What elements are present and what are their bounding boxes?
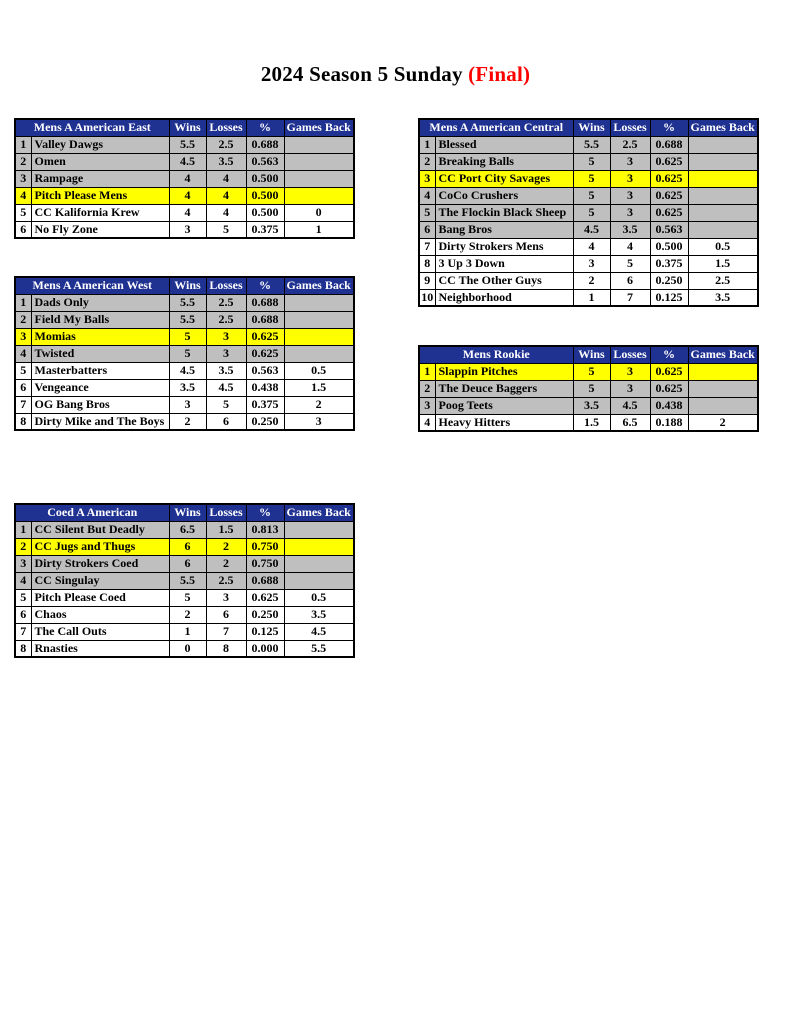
wins-cell: 5 bbox=[573, 363, 610, 380]
wins-cell: 3 bbox=[573, 255, 610, 272]
games-back-cell bbox=[284, 572, 354, 589]
team-row bbox=[419, 187, 758, 204]
team-name-cell: Poog Teets bbox=[435, 397, 573, 414]
losses-cell: 2.5 bbox=[206, 311, 246, 328]
games-back-cell: 3.5 bbox=[284, 606, 354, 623]
pct-cell: 0.438 bbox=[650, 397, 688, 414]
games-back-cell bbox=[688, 221, 758, 238]
col-header-losses: Losses bbox=[610, 119, 650, 136]
col-header-games-back: Games Back bbox=[284, 277, 354, 294]
pct-cell: 0.625 bbox=[650, 187, 688, 204]
team-row bbox=[15, 153, 354, 170]
team-name-cell: Vengeance bbox=[31, 379, 169, 396]
losses-cell: 2 bbox=[206, 555, 246, 572]
division-title: Mens A American East bbox=[15, 119, 169, 136]
wins-cell: 2 bbox=[169, 413, 206, 430]
team-row bbox=[15, 204, 354, 221]
losses-cell: 4 bbox=[206, 187, 246, 204]
games-back-cell bbox=[688, 136, 758, 153]
losses-cell: 3 bbox=[610, 204, 650, 221]
wins-cell: 4 bbox=[169, 187, 206, 204]
team-name-cell: Dirty Mike and The Boys bbox=[31, 413, 169, 430]
team-name-cell: Chaos bbox=[31, 606, 169, 623]
wins-cell: 6 bbox=[169, 538, 206, 555]
team-row bbox=[419, 136, 758, 153]
rank-cell: 9 bbox=[419, 272, 435, 289]
games-back-cell: 0.5 bbox=[688, 238, 758, 255]
team-name-cell: Neighborhood bbox=[435, 289, 573, 306]
standings-table-1 bbox=[14, 118, 355, 239]
team-row bbox=[419, 380, 758, 397]
games-back-cell: 3 bbox=[284, 413, 354, 430]
rank-cell: 8 bbox=[15, 640, 31, 657]
losses-cell: 3 bbox=[610, 363, 650, 380]
team-row bbox=[419, 363, 758, 380]
wins-cell: 5 bbox=[573, 153, 610, 170]
pct-cell: 0.688 bbox=[650, 136, 688, 153]
games-back-cell: 1.5 bbox=[688, 255, 758, 272]
division-title: Coed A American bbox=[15, 504, 169, 521]
games-back-cell bbox=[284, 328, 354, 345]
rank-cell: 5 bbox=[419, 204, 435, 221]
team-row bbox=[15, 606, 354, 623]
losses-cell: 3 bbox=[206, 589, 246, 606]
col-header-losses: Losses bbox=[206, 277, 246, 294]
losses-cell: 1.5 bbox=[206, 521, 246, 538]
team-row bbox=[419, 272, 758, 289]
team-name-cell: Dirty Strokers Mens bbox=[435, 238, 573, 255]
losses-cell: 6 bbox=[206, 413, 246, 430]
pct-cell: 0.375 bbox=[246, 221, 284, 238]
pct-cell: 0.625 bbox=[246, 328, 284, 345]
losses-cell: 5 bbox=[206, 396, 246, 413]
rank-cell: 1 bbox=[15, 521, 31, 538]
pct-cell: 0.625 bbox=[650, 363, 688, 380]
games-back-cell bbox=[284, 538, 354, 555]
team-name-cell: The Call Outs bbox=[31, 623, 169, 640]
losses-cell: 3 bbox=[206, 328, 246, 345]
pct-cell: 0.188 bbox=[650, 414, 688, 431]
games-back-cell bbox=[688, 204, 758, 221]
team-name-cell: Slappin Pitches bbox=[435, 363, 573, 380]
pct-cell: 0.625 bbox=[246, 589, 284, 606]
col-header-pct: % bbox=[246, 277, 284, 294]
wins-cell: 5 bbox=[169, 345, 206, 362]
rank-cell: 1 bbox=[419, 363, 435, 380]
team-row bbox=[419, 414, 758, 431]
wins-cell: 1.5 bbox=[573, 414, 610, 431]
wins-cell: 6.5 bbox=[169, 521, 206, 538]
pct-cell: 0.500 bbox=[246, 204, 284, 221]
losses-cell: 2 bbox=[206, 538, 246, 555]
games-back-cell bbox=[688, 170, 758, 187]
wins-cell: 5 bbox=[573, 170, 610, 187]
team-name-cell: 3 Up 3 Down bbox=[435, 255, 573, 272]
losses-cell: 6.5 bbox=[610, 414, 650, 431]
header-row bbox=[15, 119, 354, 136]
team-name-cell: Masterbatters bbox=[31, 362, 169, 379]
title-final-label: (Final) bbox=[468, 62, 531, 86]
col-header-games-back: Games Back bbox=[688, 119, 758, 136]
losses-cell: 4 bbox=[610, 238, 650, 255]
losses-cell: 3.5 bbox=[206, 362, 246, 379]
games-back-cell bbox=[688, 380, 758, 397]
pct-cell: 0.250 bbox=[246, 413, 284, 430]
pct-cell: 0.563 bbox=[650, 221, 688, 238]
standings-grid bbox=[418, 118, 759, 307]
team-row bbox=[419, 170, 758, 187]
wins-cell: 4 bbox=[169, 170, 206, 187]
losses-cell: 6 bbox=[206, 606, 246, 623]
rank-cell: 2 bbox=[15, 153, 31, 170]
wins-cell: 5 bbox=[169, 328, 206, 345]
team-name-cell: No Fly Zone bbox=[31, 221, 169, 238]
team-row bbox=[419, 255, 758, 272]
team-row bbox=[15, 136, 354, 153]
col-header-wins: Wins bbox=[169, 504, 206, 521]
col-header-wins: Wins bbox=[169, 277, 206, 294]
pct-cell: 0.563 bbox=[246, 362, 284, 379]
games-back-cell: 2 bbox=[284, 396, 354, 413]
wins-cell: 5.5 bbox=[169, 311, 206, 328]
pct-cell: 0.438 bbox=[246, 379, 284, 396]
rank-cell: 7 bbox=[419, 238, 435, 255]
wins-cell: 3.5 bbox=[573, 397, 610, 414]
rank-cell: 5 bbox=[15, 589, 31, 606]
team-name-cell: CC Singulay bbox=[31, 572, 169, 589]
rank-cell: 4 bbox=[15, 345, 31, 362]
team-row bbox=[15, 345, 354, 362]
games-back-cell: 5.5 bbox=[284, 640, 354, 657]
team-name-cell: Dads Only bbox=[31, 294, 169, 311]
team-row bbox=[15, 413, 354, 430]
games-back-cell bbox=[688, 187, 758, 204]
wins-cell: 5 bbox=[573, 187, 610, 204]
header-row bbox=[419, 119, 758, 136]
team-row bbox=[15, 572, 354, 589]
wins-cell: 5.5 bbox=[573, 136, 610, 153]
pct-cell: 0.563 bbox=[246, 153, 284, 170]
pct-cell: 0.125 bbox=[650, 289, 688, 306]
team-row bbox=[15, 170, 354, 187]
team-name-cell: Momias bbox=[31, 328, 169, 345]
team-name-cell: CC Silent But Deadly bbox=[31, 521, 169, 538]
rank-cell: 5 bbox=[15, 204, 31, 221]
pct-cell: 0.500 bbox=[246, 170, 284, 187]
rank-cell: 6 bbox=[15, 221, 31, 238]
pct-cell: 0.375 bbox=[246, 396, 284, 413]
team-name-cell: CC Jugs and Thugs bbox=[31, 538, 169, 555]
team-row bbox=[419, 289, 758, 306]
losses-cell: 3 bbox=[610, 187, 650, 204]
rank-cell: 6 bbox=[419, 221, 435, 238]
header-row bbox=[419, 346, 758, 363]
games-back-cell: 3.5 bbox=[688, 289, 758, 306]
losses-cell: 3 bbox=[610, 170, 650, 187]
col-header-pct: % bbox=[650, 346, 688, 363]
pct-cell: 0.750 bbox=[246, 555, 284, 572]
team-name-cell: Heavy Hitters bbox=[435, 414, 573, 431]
team-row bbox=[15, 221, 354, 238]
rank-cell: 1 bbox=[15, 136, 31, 153]
wins-cell: 5 bbox=[573, 380, 610, 397]
games-back-cell: 0 bbox=[284, 204, 354, 221]
games-back-cell bbox=[284, 345, 354, 362]
col-header-games-back: Games Back bbox=[284, 119, 354, 136]
col-header-losses: Losses bbox=[610, 346, 650, 363]
games-back-cell bbox=[688, 153, 758, 170]
col-header-wins: Wins bbox=[573, 119, 610, 136]
games-back-cell bbox=[284, 521, 354, 538]
page-title bbox=[0, 62, 791, 87]
losses-cell: 7 bbox=[610, 289, 650, 306]
pct-cell: 0.500 bbox=[246, 187, 284, 204]
rank-cell: 2 bbox=[15, 538, 31, 555]
games-back-cell bbox=[284, 187, 354, 204]
games-back-cell: 4.5 bbox=[284, 623, 354, 640]
team-name-cell: OG Bang Bros bbox=[31, 396, 169, 413]
header-row bbox=[15, 504, 354, 521]
wins-cell: 5.5 bbox=[169, 136, 206, 153]
col-header-games-back: Games Back bbox=[284, 504, 354, 521]
losses-cell: 4 bbox=[206, 170, 246, 187]
rank-cell: 3 bbox=[15, 555, 31, 572]
rank-cell: 8 bbox=[419, 255, 435, 272]
team-row bbox=[15, 640, 354, 657]
losses-cell: 3 bbox=[610, 380, 650, 397]
wins-cell: 4 bbox=[169, 204, 206, 221]
rank-cell: 4 bbox=[15, 572, 31, 589]
wins-cell: 4 bbox=[573, 238, 610, 255]
team-name-cell: CC Port City Savages bbox=[435, 170, 573, 187]
rank-cell: 4 bbox=[419, 414, 435, 431]
col-header-losses: Losses bbox=[206, 504, 246, 521]
wins-cell: 6 bbox=[169, 555, 206, 572]
pct-cell: 0.625 bbox=[650, 204, 688, 221]
col-header-pct: % bbox=[650, 119, 688, 136]
team-name-cell: Valley Dawgs bbox=[31, 136, 169, 153]
team-row bbox=[15, 187, 354, 204]
games-back-cell bbox=[284, 294, 354, 311]
team-row bbox=[15, 311, 354, 328]
team-name-cell: Bang Bros bbox=[435, 221, 573, 238]
rank-cell: 3 bbox=[15, 170, 31, 187]
rank-cell: 4 bbox=[419, 187, 435, 204]
rank-cell: 6 bbox=[15, 606, 31, 623]
col-header-games-back: Games Back bbox=[688, 346, 758, 363]
wins-cell: 4.5 bbox=[573, 221, 610, 238]
header-row bbox=[15, 277, 354, 294]
wins-cell: 3.5 bbox=[169, 379, 206, 396]
team-row bbox=[15, 555, 354, 572]
losses-cell: 7 bbox=[206, 623, 246, 640]
division-title: Mens Rookie bbox=[419, 346, 573, 363]
wins-cell: 5 bbox=[169, 589, 206, 606]
losses-cell: 3 bbox=[610, 153, 650, 170]
wins-cell: 5.5 bbox=[169, 572, 206, 589]
games-back-cell bbox=[284, 311, 354, 328]
games-back-cell: 0.5 bbox=[284, 362, 354, 379]
rank-cell: 3 bbox=[419, 170, 435, 187]
team-row bbox=[15, 379, 354, 396]
losses-cell: 3 bbox=[206, 345, 246, 362]
wins-cell: 2 bbox=[573, 272, 610, 289]
losses-cell: 4 bbox=[206, 204, 246, 221]
rank-cell: 2 bbox=[419, 153, 435, 170]
pct-cell: 0.625 bbox=[650, 170, 688, 187]
team-row bbox=[15, 623, 354, 640]
pct-cell: 0.375 bbox=[650, 255, 688, 272]
losses-cell: 2.5 bbox=[206, 572, 246, 589]
losses-cell: 3.5 bbox=[610, 221, 650, 238]
pct-cell: 0.625 bbox=[650, 153, 688, 170]
title-text: 2024 Season 5 Sunday bbox=[260, 62, 469, 86]
standings-table-3 bbox=[14, 276, 355, 431]
pct-cell: 0.813 bbox=[246, 521, 284, 538]
wins-cell: 2 bbox=[169, 606, 206, 623]
col-header-losses: Losses bbox=[206, 119, 246, 136]
pct-cell: 0.688 bbox=[246, 572, 284, 589]
games-back-cell: 1 bbox=[284, 221, 354, 238]
games-back-cell: 2 bbox=[688, 414, 758, 431]
standings-table-4 bbox=[418, 345, 759, 432]
wins-cell: 5.5 bbox=[169, 294, 206, 311]
standings-grid bbox=[14, 503, 355, 658]
wins-cell: 0 bbox=[169, 640, 206, 657]
games-back-cell: 1.5 bbox=[284, 379, 354, 396]
games-back-cell bbox=[688, 363, 758, 380]
col-header-pct: % bbox=[246, 504, 284, 521]
standings-table-2 bbox=[418, 118, 759, 307]
wins-cell: 4.5 bbox=[169, 362, 206, 379]
losses-cell: 4.5 bbox=[206, 379, 246, 396]
team-name-cell: Blessed bbox=[435, 136, 573, 153]
team-name-cell: Rnasties bbox=[31, 640, 169, 657]
wins-cell: 4.5 bbox=[169, 153, 206, 170]
team-row bbox=[419, 153, 758, 170]
team-name-cell: Pitch Please Mens bbox=[31, 187, 169, 204]
pct-cell: 0.125 bbox=[246, 623, 284, 640]
rank-cell: 2 bbox=[15, 311, 31, 328]
pct-cell: 0.750 bbox=[246, 538, 284, 555]
team-name-cell: Twisted bbox=[31, 345, 169, 362]
losses-cell: 5 bbox=[206, 221, 246, 238]
games-back-cell bbox=[284, 555, 354, 572]
losses-cell: 2.5 bbox=[206, 136, 246, 153]
team-name-cell: CC Kalifornia Krew bbox=[31, 204, 169, 221]
rank-cell: 4 bbox=[15, 187, 31, 204]
losses-cell: 2.5 bbox=[206, 294, 246, 311]
wins-cell: 1 bbox=[573, 289, 610, 306]
games-back-cell: 2.5 bbox=[688, 272, 758, 289]
team-row bbox=[419, 238, 758, 255]
team-row bbox=[15, 538, 354, 555]
rank-cell: 7 bbox=[15, 623, 31, 640]
pct-cell: 0.000 bbox=[246, 640, 284, 657]
team-row bbox=[15, 294, 354, 311]
pct-cell: 0.688 bbox=[246, 294, 284, 311]
standings-grid bbox=[418, 345, 759, 432]
losses-cell: 5 bbox=[610, 255, 650, 272]
team-row bbox=[419, 221, 758, 238]
rank-cell: 10 bbox=[419, 289, 435, 306]
rank-cell: 5 bbox=[15, 362, 31, 379]
team-row bbox=[15, 328, 354, 345]
team-name-cell: The Deuce Baggers bbox=[435, 380, 573, 397]
team-name-cell: CC The Other Guys bbox=[435, 272, 573, 289]
pct-cell: 0.250 bbox=[246, 606, 284, 623]
team-name-cell: CoCo Crushers bbox=[435, 187, 573, 204]
rank-cell: 7 bbox=[15, 396, 31, 413]
losses-cell: 4.5 bbox=[610, 397, 650, 414]
team-name-cell: Pitch Please Coed bbox=[31, 589, 169, 606]
team-row bbox=[419, 204, 758, 221]
pct-cell: 0.500 bbox=[650, 238, 688, 255]
rank-cell: 1 bbox=[15, 294, 31, 311]
division-title: Mens A American Central bbox=[419, 119, 573, 136]
wins-cell: 3 bbox=[169, 221, 206, 238]
games-back-cell bbox=[284, 136, 354, 153]
team-row bbox=[15, 521, 354, 538]
team-name-cell: Dirty Strokers Coed bbox=[31, 555, 169, 572]
pct-cell: 0.250 bbox=[650, 272, 688, 289]
team-name-cell: Omen bbox=[31, 153, 169, 170]
losses-cell: 8 bbox=[206, 640, 246, 657]
team-name-cell: Field My Balls bbox=[31, 311, 169, 328]
rank-cell: 2 bbox=[419, 380, 435, 397]
standings-table-5 bbox=[14, 503, 355, 658]
losses-cell: 2.5 bbox=[610, 136, 650, 153]
rank-cell: 6 bbox=[15, 379, 31, 396]
wins-cell: 1 bbox=[169, 623, 206, 640]
pct-cell: 0.688 bbox=[246, 311, 284, 328]
wins-cell: 3 bbox=[169, 396, 206, 413]
standings-grid bbox=[14, 276, 355, 431]
team-row bbox=[15, 589, 354, 606]
pct-cell: 0.688 bbox=[246, 136, 284, 153]
standings-grid bbox=[14, 118, 355, 239]
rank-cell: 1 bbox=[419, 136, 435, 153]
col-header-wins: Wins bbox=[169, 119, 206, 136]
team-name-cell: The Flockin Black Sheep bbox=[435, 204, 573, 221]
team-name-cell: Rampage bbox=[31, 170, 169, 187]
rank-cell: 3 bbox=[419, 397, 435, 414]
losses-cell: 6 bbox=[610, 272, 650, 289]
team-name-cell: Breaking Balls bbox=[435, 153, 573, 170]
pct-cell: 0.625 bbox=[246, 345, 284, 362]
col-header-wins: Wins bbox=[573, 346, 610, 363]
games-back-cell: 0.5 bbox=[284, 589, 354, 606]
games-back-cell bbox=[284, 153, 354, 170]
rank-cell: 8 bbox=[15, 413, 31, 430]
games-back-cell bbox=[284, 170, 354, 187]
team-row bbox=[15, 396, 354, 413]
games-back-cell bbox=[688, 397, 758, 414]
rank-cell: 3 bbox=[15, 328, 31, 345]
losses-cell: 3.5 bbox=[206, 153, 246, 170]
team-row bbox=[419, 397, 758, 414]
division-title: Mens A American West bbox=[15, 277, 169, 294]
team-row bbox=[15, 362, 354, 379]
wins-cell: 5 bbox=[573, 204, 610, 221]
col-header-pct: % bbox=[246, 119, 284, 136]
pct-cell: 0.625 bbox=[650, 380, 688, 397]
